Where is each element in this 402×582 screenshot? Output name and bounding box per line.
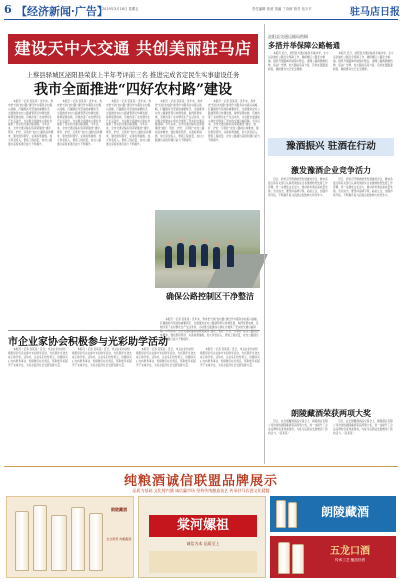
story-column-4: 本报讯（记者 张某某）近年来，我市把“四好农村路”建设作为服务乡村振兴战略、打赢脱贫攻坚战的重要抓手，全面推进农村公路建管养运协调发展，取得显著成效，有效改善了农村群众生产生活条件，为决胜全面建成小康社会提供了坚实的交通运输保障。今年以来，全市交通运输系统紧紧围绕“建好、管好、护好、运营好”农村公路的总体要求，强化组织领导，完善政策措施，加大资金投入，狠抓工程质量，农村公路通达深度和通行能力不断提升。 <box>155 100 205 143</box>
lower-column-4: 本报讯（记者 张某某）近日，市企业家协会积极组织会员企业参与光彩助学活动，为贫困学生送去爱心助学金。活动中，企业家们纷纷表示，将继续关心支持教育事业，积极履行社会责任，帮助更多贫困学子完成学业，为家乡经济社会发展贡献力量。 <box>200 348 260 367</box>
side-headline: 多措并举保障公路畅通 <box>268 41 340 50</box>
brand-2-decor <box>149 551 257 573</box>
lower-column-1: 本报讯（记者 张某某）近日，市企业家协会积极组织会员企业参与光彩助学活动，为贫困学生送去爱心助学金。活动中，企业家们纷纷表示，将继续关心支持教育事业，积极履行社会责任，帮助更多贫困学子完成学业，为家乡经济社会发展贡献力量。 <box>8 348 68 367</box>
story-column-3: 本报讯（记者 张某某）近年来，我市把“四好农村路”建设作为服务乡村振兴战略、打赢脱贫攻坚战的重要抓手，全面推进农村公路建管养运协调发展，取得显著成效，有效改善了农村群众生产生活条件，为决胜全面建成小康社会提供了坚实的交通运输保障。今年以来，全市交通运输系统紧紧围绕“建好、管好、护好、运营好”农村公路的总体要求，强化组织领导，完善政策措施，加大资金投入，狠抓工程质量，农村公路通达深度和通行能力不断提升。 <box>106 100 152 146</box>
wine-column-2: 近日，我市召开豫酒转型发展推进会议，要求各县区和有关部门认真贯彻落实全省豫酒转型发展工作部署，进一步激发企业活力，推动我市酒业高质量发展。会议指出，要坚持品牌引领、品质立企，加强市场开拓，不断提升驻马店酒企的影响力和竞争力。 <box>333 178 393 197</box>
brand-1-name: 朗陵藏酒 <box>111 507 127 512</box>
section-title: 【经济新闻·广告】 <box>16 5 108 18</box>
story-photo <box>155 210 260 288</box>
photo-caption-text: 本报讯（记者 张某某）近年来，我市把“四好农村路”建设作为服务乡村振兴战略、打赢脱贫攻坚战的重要抓手，全面推进农村公路建管养运协调发展，取得显著成效，有效改善了农村群众生产生活条件，为决胜全面建成小康社会提供了坚实的交通运输保障。今年以来，全市交通运输系统紧紧围绕“建好、管好、护好、运营好”农村公路的总体要求，强化组织领导，完善政策措施，加大资金投入，狠抓工程质量，农村公路通达深度和通行能力不断提升。 <box>160 318 260 341</box>
page-number: 6 <box>4 3 12 16</box>
story-column-1: 本报讯（记者 张某某）近年来，我市把“四好农村路”建设作为服务乡村振兴战略、打赢脱贫攻坚战的重要抓手，全面推进农村公路建管养运协调发展，取得显著成效，有效改善了农村群众生产生活条件，为决胜全面建成小康社会提供了坚实的交通运输保障。今年以来，全市交通运输系统紧紧围绕“建好、管好、护好、运营好”农村公路的总体要求，强化组织领导，完善政策措施，加大资金投入，狠抓工程质量，农村公路通达深度和通行能力不断提升。 <box>8 100 54 146</box>
newspaper-logo: 驻马店日报 <box>350 7 400 18</box>
brand-2-tagline: 诚信为本 品质至上 <box>186 541 220 546</box>
story-column-5: 本报讯（记者 张某某）近年来，我市把“四好农村路”建设作为服务乡村振兴战略、打赢脱贫攻坚战的重要抓手，全面推进农村公路建管养运协调发展，取得显著成效，有效改善了农村群众生产生活条件，为决胜全面建成小康社会提供了坚实的交通运输保障。今年以来，全市交通运输系统紧紧围绕“建好、管好、护好、运营好”农村公路的总体要求，强化组织领导，完善政策措施，加大资金投入，狠抓工程质量，农村公路通达深度和通行能力不断提升。 <box>208 100 260 143</box>
ad-block-3 <box>270 496 396 532</box>
brand-1-tagline: 生态原浆·纯粮酿造 <box>106 537 132 541</box>
wine-section-title: 豫酒振兴 驻酒在行动 <box>286 141 376 152</box>
award-column-1: 近日，在全国糖酒商品交易会上，朗陵酒业有限公司选送的朗陵藏酒荣获两项大奖，进一步提升了企业品牌知名度和美誉度，为驻马店酒业发展增添了新的活力。（张某某） <box>268 420 328 435</box>
story-headline: 我市全面推进“四好农村路”建设 <box>33 82 233 98</box>
brand-1-banner: 朗陵藏酒 <box>320 505 369 519</box>
award-column-2: 近日，在全国糖酒商品交易会上，朗陵酒业有限公司选送的朗陵藏酒荣获两项大奖，进一步提升了企业品牌知名度和美誉度，为驻马店酒业发展增添了新的活力。（张某某） <box>333 420 393 435</box>
side-column-2: 本报讯 近日，泌阳县交通运输局多措并举，全力以赴做好公路安全保障工作，确保辖区公路安全畅通。组织开展路域环境集中整治，清理公路两侧堆积物、违法广告牌，加大路政巡查力度，及时处置路面病害，确保群众出行安全便捷。 <box>333 52 394 71</box>
lower-column-3: 本报讯（记者 张某某）近日，市企业家协会积极组织会员企业参与光彩助学活动，为贫困学生送去爱心助学金。活动中，企业家们纷纷表示，将继续关心支持教育事业，积极履行社会责任，帮助更多贫困学子完成学业，为家乡经济社会发展贡献力量。 <box>136 348 196 367</box>
story-subtitle: 上蔡县驿城区泌阳县荣获上半年考评前三名 推进完成省定民生实事建设任务 <box>26 71 240 79</box>
lower-column-2: 本报讯（记者 张某某）近日，市企业家协会积极组织会员企业参与光彩助学活动，为贫困学生送去爱心助学金。活动中，企业家们纷纷表示，将继续关心支持教育事业，积极履行社会责任，帮助更多贫困学子完成学业，为家乡经济社会发展贡献力量。 <box>72 348 132 367</box>
brand-2-name: 棠河嫘祖 <box>149 515 257 537</box>
lower-headline: 市企业家协会积极参与光彩助学活动 <box>8 337 168 348</box>
brand-3-name: 五龙口酒 <box>330 546 370 557</box>
wine-column-1: 近日，我市召开豫酒转型发展推进会议，要求各县区和有关部门认真贯彻落实全省豫酒转型发展工作部署，进一步激发企业活力，推动我市酒业高质量发展。会议指出，要坚持品牌引领、品质立企，加强市场开拓，不断提升驻马店酒企的影响力和竞争力。 <box>268 178 328 197</box>
side-kicker: 泌阳县交通运输局供稿 <box>268 34 308 39</box>
award-headline: 朗陵藏酒荣获两项大奖 <box>291 408 371 418</box>
story-column-2: 本报讯（记者 张某某）近年来，我市把“四好农村路”建设作为服务乡村振兴战略、打赢脱贫攻坚战的重要抓手，全面推进农村公路建管养运协调发展，取得显著成效，有效改善了农村群众生产生活条件，为决胜全面建成小康社会提供了坚实的交通运输保障。今年以来，全市交通运输系统紧紧围绕“建好、管好、护好、运营好”农村公路的总体要求，强化组织领导，完善政策措施，加大资金投入，狠抓工程质量，农村公路通达深度和通行能力不断提升。 <box>57 100 103 146</box>
ad-block-2 <box>138 496 266 578</box>
wine-headline: 激发豫酒企业竞争活力 <box>291 165 371 175</box>
ad-block-1 <box>6 496 134 578</box>
header-rule <box>4 19 398 20</box>
ad-subtitle: 品质为基础 文化铸内涵 诚信赢市场 坚持传统酿造技艺 传承驻马店酒文化精髓 <box>132 488 270 493</box>
lower-rule <box>8 330 260 331</box>
column-divider <box>264 24 265 464</box>
story-banner: 建设天中大交通 共创美丽驻马店 <box>8 34 258 64</box>
ad-block-4 <box>270 536 396 578</box>
brand-3-tagline: 传承工艺 酿造好酒 <box>335 558 365 562</box>
photo-caption: 确保公路控制区干净整洁 <box>166 291 254 301</box>
issue-date: 2019年3月18日 星期五 <box>102 7 139 11</box>
side-column-1: 本报讯 近日，泌阳县交通运输局多措并举，全力以赴做好公路安全保障工作，确保辖区公路安全畅通。组织开展路域环境集中整治，清理公路两侧堆积物、违法广告牌，加大路政巡查力度，及时处置路面病害，确保群众出行安全便捷。 <box>268 52 329 71</box>
ad-title: 纯粮酒诚信联盟品牌展示 <box>123 474 278 489</box>
editor-line: 责任编辑 张意 美编 丁诗研 校对 伍少平 <box>252 7 312 11</box>
